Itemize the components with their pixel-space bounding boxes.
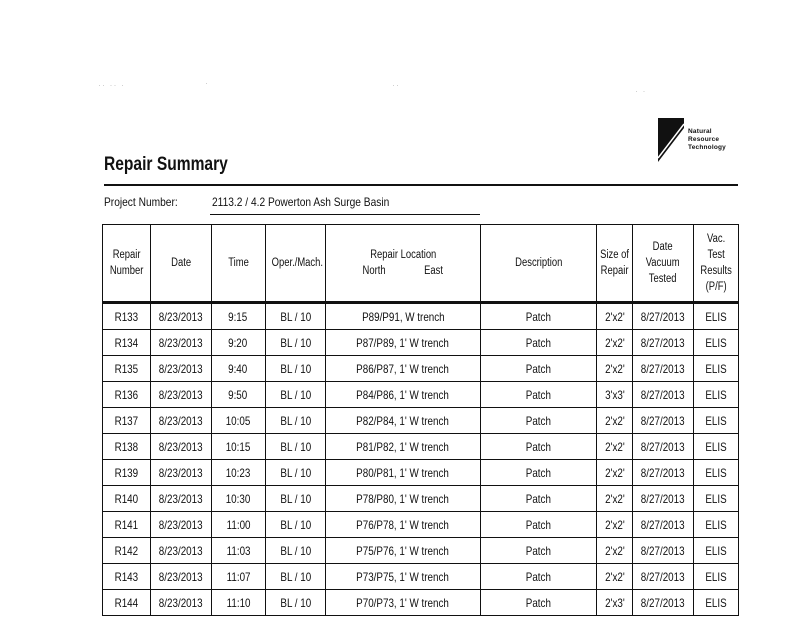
cell-time: 10:30 <box>211 486 265 512</box>
cell-description: Patch <box>480 564 597 590</box>
cell-time: 10:23 <box>211 460 265 486</box>
cell-repair-location: P89/P91, W trench <box>326 303 481 330</box>
table-row <box>103 434 739 460</box>
cell-repair-location: P75/P76, 1' W trench <box>326 538 481 564</box>
cell-date: 8/23/2013 <box>151 382 211 408</box>
cell-oper-mach: BL / 10 <box>265 590 325 616</box>
cell-repair-number: R141 <box>103 512 151 538</box>
table-row <box>103 408 739 434</box>
cell-date: 8/23/2013 <box>151 538 211 564</box>
logo-text <box>688 128 726 152</box>
cell-date-vacuum: 8/27/2013 <box>633 590 693 616</box>
cell-oper-mach: BL / 10 <box>265 330 325 356</box>
cell-time: 11:07 <box>211 564 265 590</box>
table-row <box>103 486 739 512</box>
cell-vac-result: ELIS <box>693 382 738 408</box>
cell-oper-mach: BL / 10 <box>265 382 325 408</box>
cell-repair-number: R134 <box>103 330 151 356</box>
cell-description: Patch <box>480 303 597 330</box>
table-row <box>103 538 739 564</box>
page-title: Repair Summary <box>104 154 228 175</box>
cell-oper-mach: BL / 10 <box>265 408 325 434</box>
cell-repair-number: R142 <box>103 538 151 564</box>
cell-repair-number: R144 <box>103 590 151 616</box>
cell-vac-result: ELIS <box>693 460 738 486</box>
cell-oper-mach: BL / 10 <box>265 356 325 382</box>
table-header-row <box>103 225 739 303</box>
cell-oper-mach: BL / 10 <box>265 486 325 512</box>
cell-date-vacuum: 8/27/2013 <box>633 512 693 538</box>
table-row <box>103 382 739 408</box>
cell-oper-mach: BL / 10 <box>265 434 325 460</box>
header-oper-mach: Oper./Mach. <box>265 225 325 303</box>
cell-repair-location: P78/P80, 1' W trench <box>326 486 481 512</box>
cell-date: 8/23/2013 <box>151 460 211 486</box>
cell-date-vacuum: 8/27/2013 <box>633 538 693 564</box>
logo-line-2: Resource <box>688 136 720 143</box>
cell-vac-result: ELIS <box>693 330 738 356</box>
cell-time: 11:10 <box>211 590 265 616</box>
cell-size: 2'x2' <box>597 303 633 330</box>
cell-date-vacuum: 8/27/2013 <box>633 486 693 512</box>
table-row <box>103 303 739 330</box>
cell-vac-result: ELIS <box>693 538 738 564</box>
cell-repair-location: P80/P81, 1' W trench <box>326 460 481 486</box>
cell-date-vacuum: 8/27/2013 <box>633 460 693 486</box>
cell-repair-location: P82/P84, 1' W trench <box>326 408 481 434</box>
scan-noise: · · <box>635 86 647 96</box>
cell-oper-mach: BL / 10 <box>265 538 325 564</box>
cell-repair-location: P86/P87, 1' W trench <box>326 356 481 382</box>
cell-size: 2'x2' <box>597 408 633 434</box>
cell-description: Patch <box>480 408 597 434</box>
cell-repair-number: R137 <box>103 408 151 434</box>
table-row <box>103 460 739 486</box>
cell-oper-mach: BL / 10 <box>265 460 325 486</box>
cell-size: 2'x2' <box>597 538 633 564</box>
cell-date: 8/23/2013 <box>151 408 211 434</box>
cell-description: Patch <box>480 512 597 538</box>
cell-size: 2'x2' <box>597 330 633 356</box>
project-number-underline <box>210 214 480 215</box>
cell-oper-mach: BL / 10 <box>265 512 325 538</box>
cell-repair-location: P76/P78, 1' W trench <box>326 512 481 538</box>
cell-description: Patch <box>480 538 597 564</box>
header-repair-location: Repair Location North East <box>326 225 481 303</box>
cell-repair-number: R133 <box>103 303 151 330</box>
cell-time: 11:00 <box>211 512 265 538</box>
cell-vac-result: ELIS <box>693 303 738 330</box>
cell-date: 8/23/2013 <box>151 512 211 538</box>
header-vac-results: Vac. Test Results (P/F) <box>693 225 738 303</box>
cell-time: 9:15 <box>211 303 265 330</box>
header-repair-number: Repair Number <box>103 225 151 303</box>
table-row <box>103 330 739 356</box>
cell-oper-mach: BL / 10 <box>265 564 325 590</box>
cell-date: 8/23/2013 <box>151 356 211 382</box>
cell-date-vacuum: 8/27/2013 <box>633 564 693 590</box>
scan-noise: · <box>205 78 209 88</box>
cell-repair-number: R136 <box>103 382 151 408</box>
header-east: East <box>424 265 444 277</box>
cell-description: Patch <box>480 486 597 512</box>
header-size: Size of Repair <box>597 225 633 303</box>
cell-time: 10:15 <box>211 434 265 460</box>
logo-mark-icon <box>658 118 686 164</box>
cell-size: 2'x2' <box>597 564 633 590</box>
cell-time: 9:20 <box>211 330 265 356</box>
cell-date-vacuum: 8/27/2013 <box>633 434 693 460</box>
cell-repair-number: R139 <box>103 460 151 486</box>
header-description: Description <box>480 225 597 303</box>
cell-vac-result: ELIS <box>693 486 738 512</box>
table-row <box>103 590 739 616</box>
repair-table <box>102 224 739 616</box>
cell-date: 8/23/2013 <box>151 330 211 356</box>
cell-repair-location: P73/P75, 1' W trench <box>326 564 481 590</box>
project-number-value: 2113.2 / 4.2 Powerton Ash Surge Basin <box>212 195 390 209</box>
cell-repair-number: R140 <box>103 486 151 512</box>
cell-size: 2'x2' <box>597 434 633 460</box>
cell-description: Patch <box>480 356 597 382</box>
company-logo <box>658 118 730 170</box>
cell-time: 9:40 <box>211 356 265 382</box>
cell-time: 9:50 <box>211 382 265 408</box>
cell-size: 2'x3' <box>597 590 633 616</box>
logo-line-1: Natural <box>688 128 712 135</box>
cell-time: 10:05 <box>211 408 265 434</box>
title-rule <box>104 184 738 186</box>
cell-description: Patch <box>480 382 597 408</box>
cell-date-vacuum: 8/27/2013 <box>633 303 693 330</box>
logo-line-3: Technology <box>688 144 726 151</box>
cell-vac-result: ELIS <box>693 434 738 460</box>
header-date-vacuum: Date Vacuum Tested <box>633 225 693 303</box>
table-row <box>103 356 739 382</box>
cell-description: Patch <box>480 330 597 356</box>
cell-date: 8/23/2013 <box>151 303 211 330</box>
cell-repair-number: R135 <box>103 356 151 382</box>
cell-vac-result: ELIS <box>693 408 738 434</box>
cell-date: 8/23/2013 <box>151 486 211 512</box>
header-north: North <box>362 265 386 277</box>
cell-repair-location: P81/P82, 1' W trench <box>326 434 481 460</box>
cell-repair-location: P87/P89, 1' W trench <box>326 330 481 356</box>
cell-date-vacuum: 8/27/2013 <box>633 408 693 434</box>
project-number-label: Project Number: <box>104 195 178 209</box>
cell-vac-result: ELIS <box>693 590 738 616</box>
scan-noise: ·· ·· · <box>98 80 125 90</box>
cell-vac-result: ELIS <box>693 356 738 382</box>
cell-date: 8/23/2013 <box>151 590 211 616</box>
cell-time: 11:03 <box>211 538 265 564</box>
cell-repair-location: P70/P73, 1' W trench <box>326 590 481 616</box>
cell-size: 2'x2' <box>597 460 633 486</box>
cell-oper-mach: BL / 10 <box>265 303 325 330</box>
cell-size: 2'x2' <box>597 486 633 512</box>
cell-description: Patch <box>480 590 597 616</box>
table-row <box>103 564 739 590</box>
cell-size: 3'x3' <box>597 382 633 408</box>
cell-date: 8/23/2013 <box>151 564 211 590</box>
scan-noise: ·· <box>392 80 400 90</box>
cell-vac-result: ELIS <box>693 564 738 590</box>
header-date: Date <box>151 225 211 303</box>
cell-vac-result: ELIS <box>693 512 738 538</box>
cell-date-vacuum: 8/27/2013 <box>633 382 693 408</box>
cell-date: 8/23/2013 <box>151 434 211 460</box>
cell-repair-location: P84/P86, 1' W trench <box>326 382 481 408</box>
cell-size: 2'x2' <box>597 512 633 538</box>
table-row <box>103 512 739 538</box>
cell-repair-number: R143 <box>103 564 151 590</box>
cell-size: 2'x2' <box>597 356 633 382</box>
cell-date-vacuum: 8/27/2013 <box>633 356 693 382</box>
cell-repair-number: R138 <box>103 434 151 460</box>
header-time: Time <box>211 225 265 303</box>
cell-description: Patch <box>480 434 597 460</box>
cell-description: Patch <box>480 460 597 486</box>
cell-date-vacuum: 8/27/2013 <box>633 330 693 356</box>
